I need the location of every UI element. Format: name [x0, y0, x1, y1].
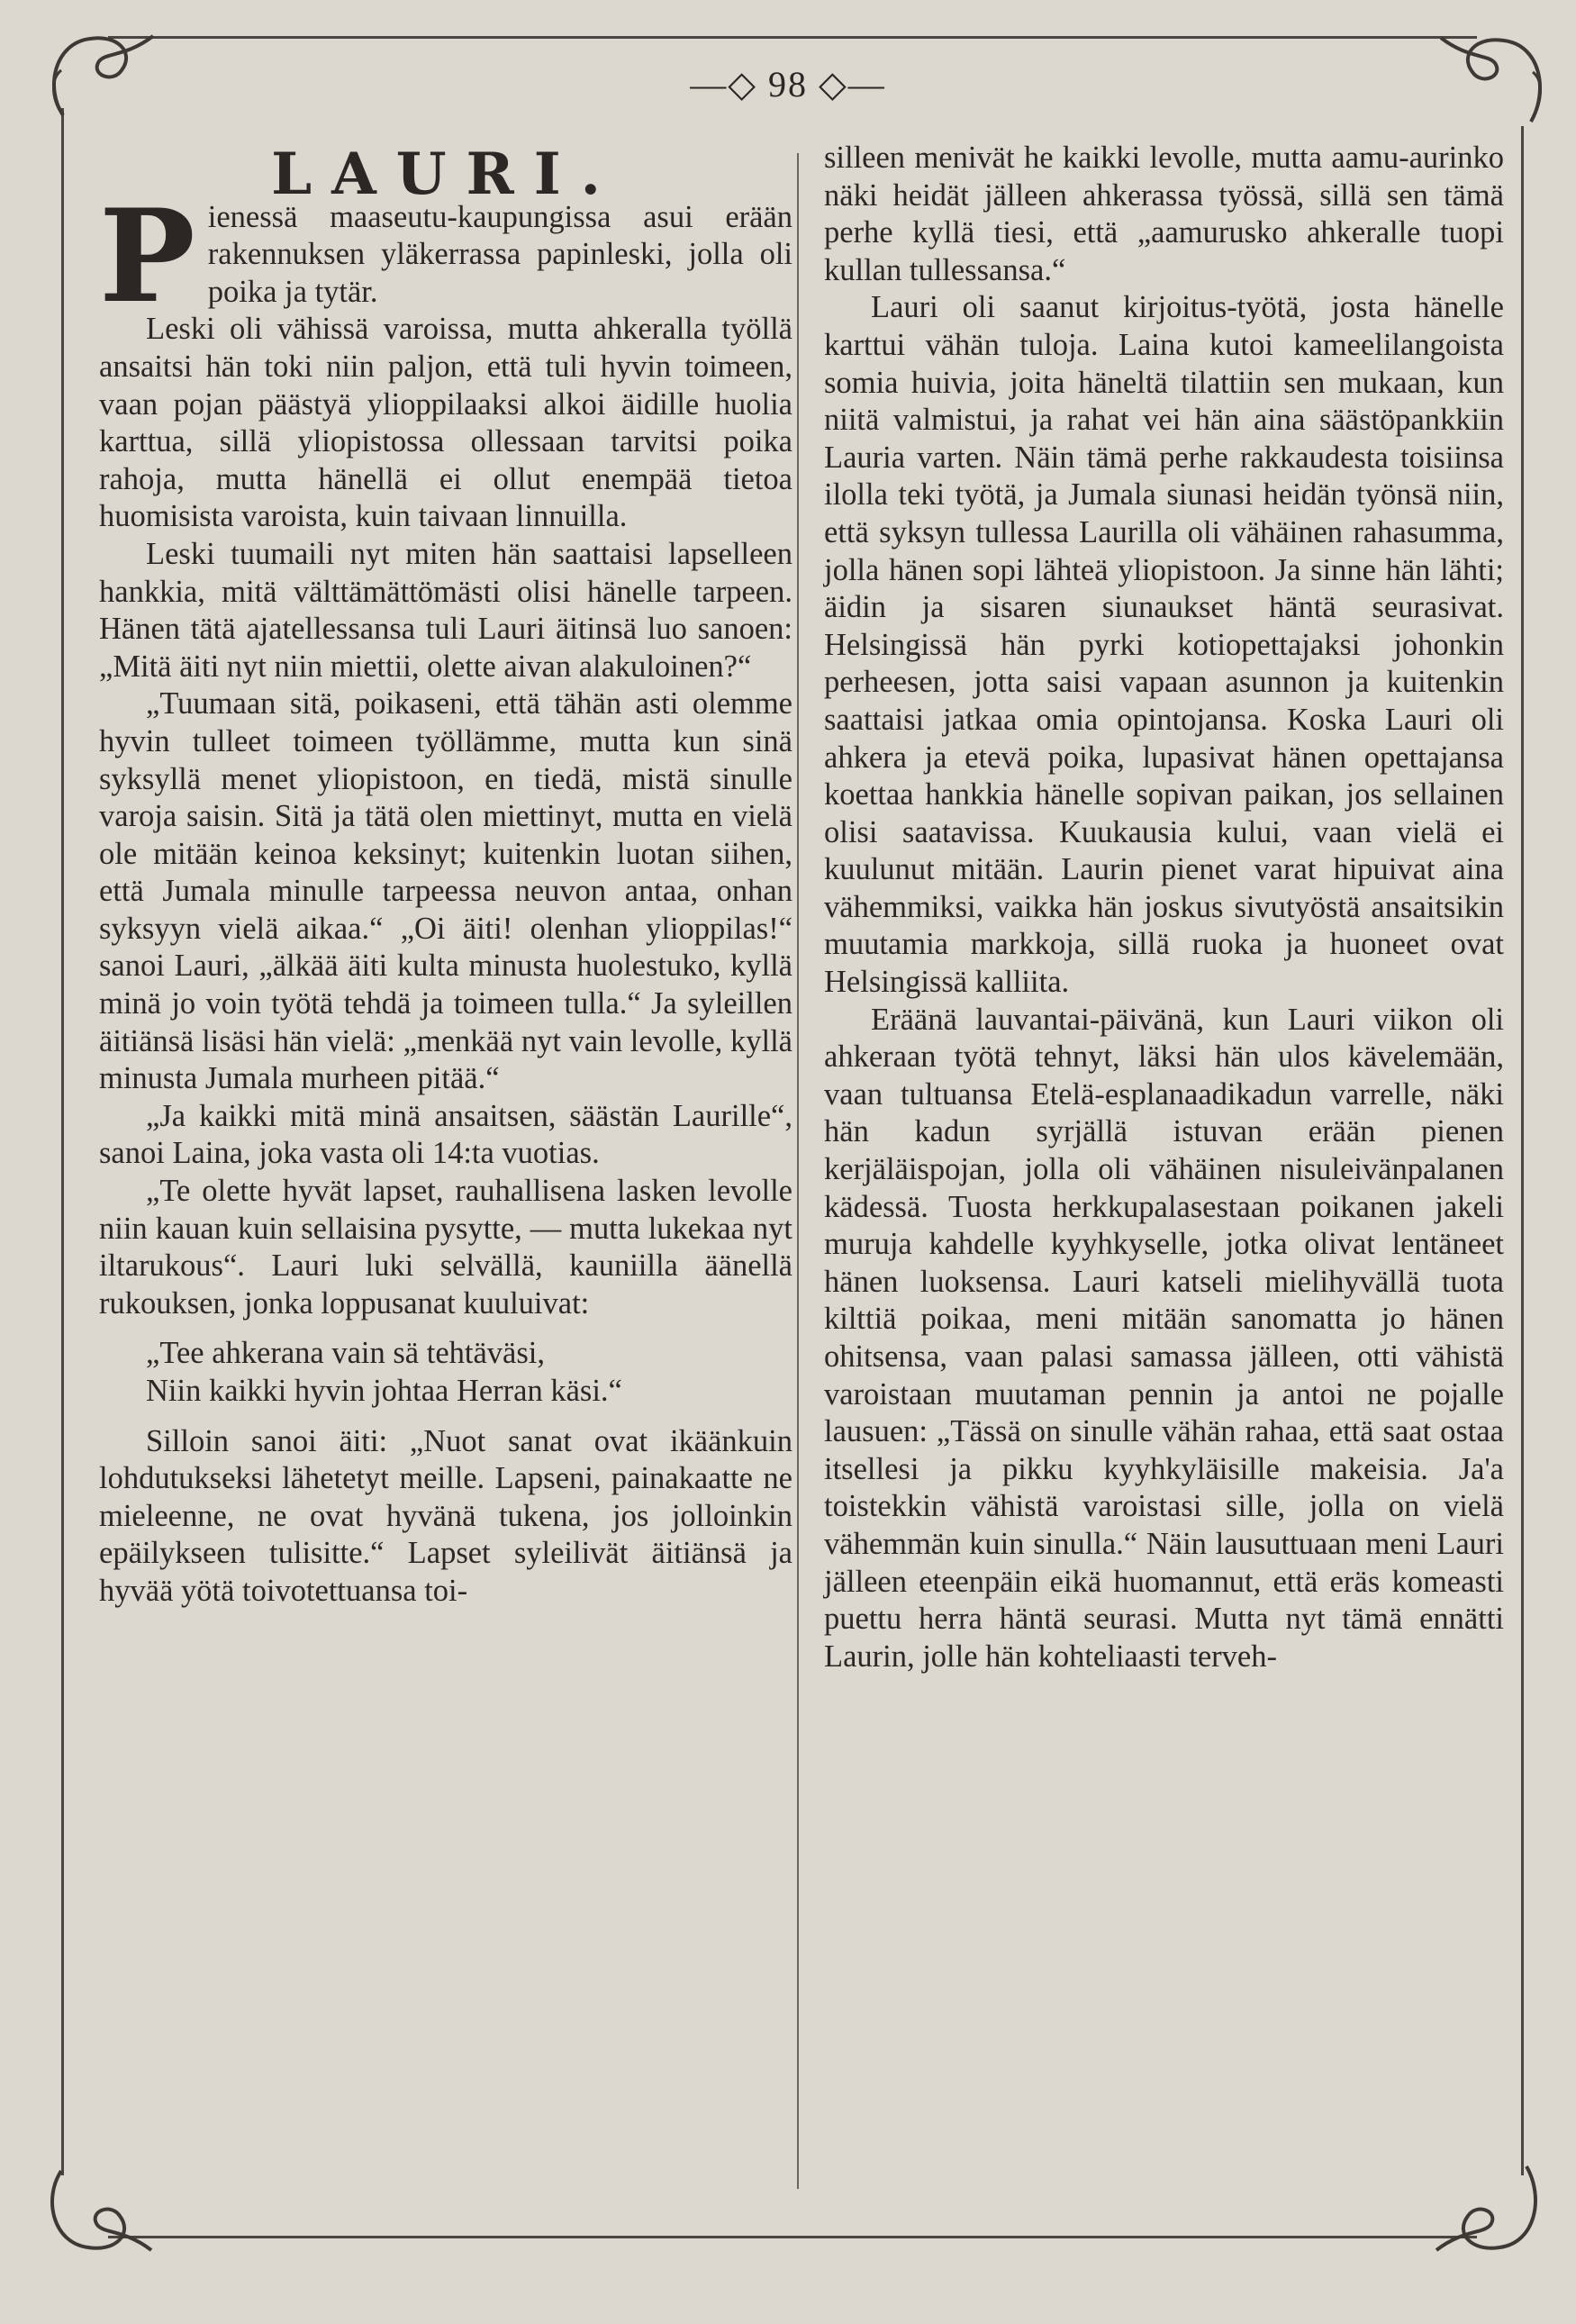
- paragraph-1: [99, 181, 793, 331]
- paragraph-1-text: ienessä maaseutu-kaupungissa asui erään rakennuksen yläkerrassa papinleski, jolla oli poika ja tytär.: [207, 199, 793, 309]
- paragraph-6: „Te olette hyvät lapset, rauhallisena lasken levolle niin kauan kuin sellaisina pysytte, — mutta lukekaa nyt iltarukous“. Lauri luki selvällä, kauniilla äänellä rukouksen, jonka loppusanat kuuluivat:: [99, 1174, 793, 1321]
- poem-line-2: Niin kaikki hyvin johtaa Herran käsi.“: [146, 1374, 622, 1408]
- ornament-dash-left: —◇: [690, 64, 768, 104]
- paragraph-3: Leski tuumaili nyt miten hän saattaisi lapselleen hankkia, mitä välttämättömästi olisi hänelle tarpeen. Hänen tätä ajatellessansa tuli Lauri äitinsä luo sanoen: „Mitä äiti nyt niin miettii, olette aivan alakuloinen?“: [99, 536, 793, 684]
- paragraph-5: „Ja kaikki mitä minä ansaitsen, säästän Laurille“, sanoi Laina, joka vasta oli 14:ta vuotias.: [99, 1098, 793, 1171]
- corner-ornament-icon: [34, 2144, 160, 2270]
- paragraph-4: „Tuumaan sitä, poikaseni, että tähän asti olemme hyvin tulleet toimeen työllämme, mutta kun sinä syksyllä menet yliopistoon, en tiedä, mistä sinulle varoja saisin. Sitä ja tätä olen miettinyt, mutta en vielä ole mitään keinoa keksinyt; kuitenkin luotan siihen, että Jumala minulle tarpeessa neuvon antaa, onhan syksyyn vielä aikaa.“ „Oi äiti! olenhan ylioppilas!“ sanoi Lauri, „älkää äiti kulta minusta huolestuko, kyllä minä jo voin työtä tehdä ja toimeen tulla.“ Ja syleillen äitiänsä lisäsi hän vielä: „menkää nyt vain levolle, kyllä minusta Jumala murheen pitää.“: [99, 686, 793, 1096]
- paragraph-2: Leski oli vähissä varoissa, mutta ahkeralla työllä ansaitsi hän toki niin paljon, että tuli hyvin toimeen, vaan pojan päästyä ylioppilaaksi alkoi äidille huolia karttua, sillä yliopistossa ollessaan tarvitsi poika rahoja, mutta hänellä ei ollut enempää tietoa huomisista varoista, kuin taivaan linnuilla.: [99, 312, 793, 534]
- paragraph-r1: silleen menivät he kaikki levolle, mutta aamu-aurinko näki heidät jälleen ahkerassa työssä, sillä sen tämä perhe kyllä tiesi, että „aamurusko ahkeralle tuopi kullan tullessansa.“: [824, 141, 1504, 287]
- ornament-dash-right: ◇—: [808, 64, 886, 104]
- prayer-poem: [146, 1335, 793, 1410]
- right-column: [824, 140, 1504, 1675]
- paragraph-7: Silloin sanoi äiti: „Nuot sanat ovat ikäänkuin lohdutukseksi lähetetyt meille. Lapseni, painakaatte ne mieleenne, ne ovat hyvänä tukena, jos jolloinkin epäilykseen tulisitte.“ Lapset syleilivät äitiänsä ja hyvää yötä toivotettuansa toi-: [99, 1423, 793, 1608]
- page-number: [0, 63, 1576, 105]
- frame-right-rule: [1521, 126, 1524, 2175]
- frame-left-rule: [61, 108, 64, 2175]
- paragraph-r3: Eräänä lauvantai-päivänä, kun Lauri viikon oli ahkeraan työtä tehnyt, läksi hän ulos kävelemään, vaan tultuansa Etelä-esplanaadikadun varrelle, näki hän kadun syrjällä istuvan erään pienen kerjäläispojan, jolla oli vähäinen nisuleivänpalanen kädessä. Tuosta herkkupalasestaan poikanen jakeli muruja kahdelle kyyhkyselle, jotka olivat lentäneet hänen luoksensa. Lauri katseli mielihyvällä tuota kilttiä poikaa, meni mitään sanomatta jo hänen ohitsensa, vaan palasi samassa jälleen, otti vähistä varoistaan muutaman pennin ja antoi ne pojalle lausuen: „Tässä on sinulle vähän rahaa, että saat ostaa itsellesi ja pikku kyyhkyläisille makeisia. Ja'a toistekkin vähistä varoistasi sille, jolla on vielä vähemmän kuin sinulla.“ Näin lausuttuaan meni Lauri jälleen eteenpäin eikä huomannut, että eräs komeasti puettu herra häntä seurasi. Mutta nyt tämä ennätti Laurin, jolle hän kohteliaasti terveh-: [824, 1002, 1504, 1674]
- poem-line-1: „Tee ahkerana vain sä tehtäväsi,: [146, 1336, 545, 1371]
- drop-cap: P: [99, 181, 195, 331]
- story-title: LAURI.: [271, 141, 620, 208]
- frame-top-rule: [108, 36, 1477, 39]
- corner-ornament-icon: [1427, 2144, 1553, 2270]
- frame-bottom-rule: [108, 2236, 1477, 2238]
- left-column: [99, 140, 793, 1611]
- page-number-value: 98: [768, 64, 808, 104]
- paragraph-r2: Lauri oli saanut kirjoitus-työtä, josta hänelle karttui vähän tuloja. Laina kutoi kameelilangoista somia huivia, joita häneltä tilattiin sen mukaan, kun niitä valmistui, ja rahat vei hän aina säästöpankkiin Lauria varten. Näin tämä perhe rakkaudesta toisiinsa ilolla teki työtä, ja Jumala siunasi heidän työnsä niin, että syksyn tullessa Laurilla oli vähäinen rahasumma, jolla hänen sopi lähteä yliopistoon. Ja sinne hän lähti; äidin ja sisaren siunaukset häntä seurasivat. Helsingissä hän pyrki kotiopettajaksi johonkin perheesen, jotta saisi vapaan asunnon ja kuitenkin saattaisi jatkaa omia opintojansa. Koska Lauri oli ahkera ja etevä poika, lupasivat hänen opettajansa koettaa hankkia hänelle sopivan paikan, jos sellainen olisi saatavissa. Kuukausia kului, vaan vielä ei kuulunut mitään. Laurin pienet varat hipuivat aina vähemmiksi, vaikka hän joskus sivutyöstä ansaitsikin muutamia markkoja, sillä ruoka ja huoneet ovat Helsingissä kalliita.: [824, 290, 1504, 1000]
- column-divider: [797, 153, 799, 2189]
